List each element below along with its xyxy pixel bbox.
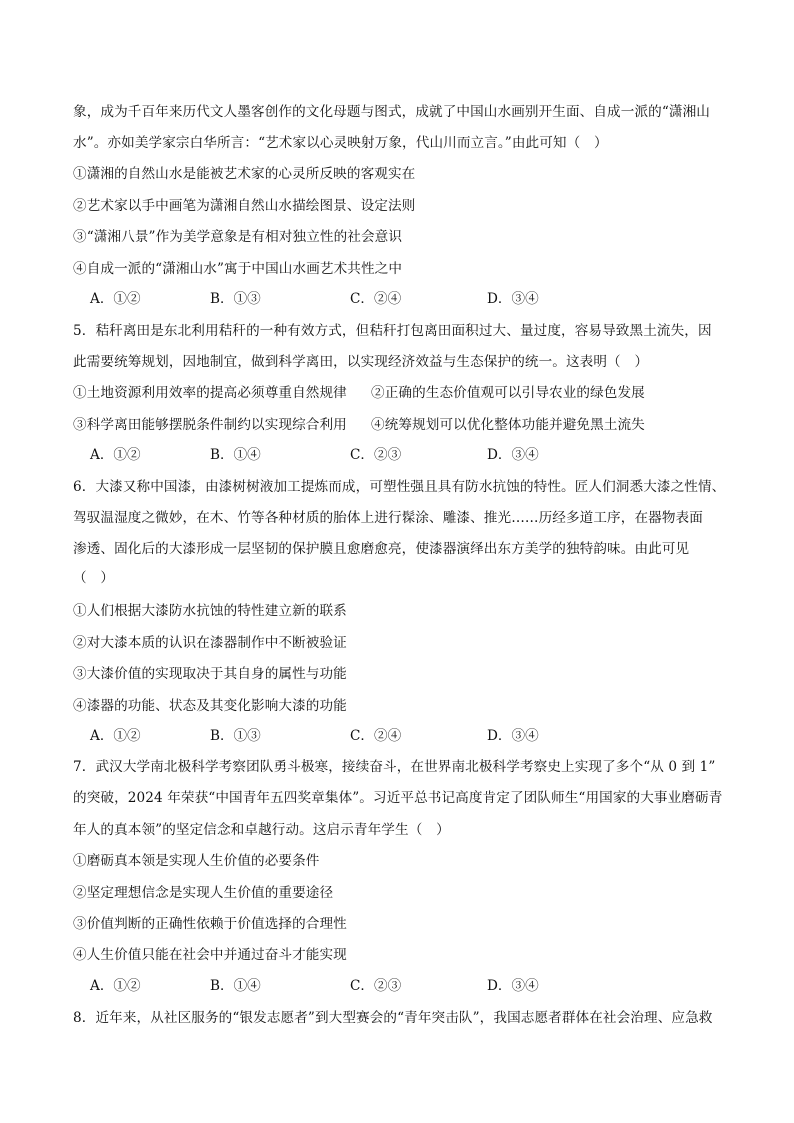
option-d[interactable]: D．③④: [487, 447, 539, 463]
q6-stem-line-2: 驾驭温湿度之微妙，在木、竹等各种材质的胎体上进行髹涂、雕漆、推光……历经多道工序，在器物表面: [73, 510, 703, 526]
option-c[interactable]: C．②③: [350, 447, 402, 463]
intro-statement-1: ①潇湘的自然山水是能被艺术家的心灵所反映的客观实在: [73, 166, 416, 182]
option-b[interactable]: B．①④: [210, 978, 261, 994]
q5-statement-3: ③科学离田能够摆脱条件制约以实现综合利用: [73, 417, 347, 433]
q6-statement-3: ③大漆价值的实现取决于其自身的属性与功能: [73, 666, 347, 682]
q6-statement-1: ①人们根据大漆防水抗蚀的特性建立新的联系: [73, 603, 347, 619]
q6-stem-line-3: 渗透、固化后的大漆形成一层坚韧的保护膜且愈磨愈亮，使漆器演绎出东方美学的独特韵味。由此可见: [73, 541, 690, 557]
q7-stem-line-1: 7．武汉大学南北极科学考察团队勇斗极寒，接续奋斗，在世界南北极科学考察史上实现了多个“从 0 到 1”: [73, 759, 716, 775]
option-a[interactable]: A．①②: [90, 728, 141, 744]
intro-line-2: 水”。亦如美学家宗白华所言：“艺术家以心灵映射万象，代山川而立言。”由此可知（ ）: [73, 135, 608, 151]
option-d[interactable]: D．③④: [487, 291, 539, 307]
q6-statement-4: ④漆器的功能、状态及其变化影响大漆的功能: [73, 698, 347, 714]
option-a[interactable]: A．①②: [90, 447, 141, 463]
option-b[interactable]: B．①④: [210, 447, 261, 463]
q6-stem-line-1: 6．大漆又称中国漆，由漆树树液加工提炼而成，可塑性强且具有防水抗蚀的特性。匠人们洞悉大漆之性情、: [73, 479, 726, 495]
q5-statement-1: ①土地资源利用效率的提高必须尊重自然规律: [73, 385, 347, 401]
intro-statement-2: ②艺术家以手中画笔为潇湘自然山水描绘图景、设定法则: [73, 198, 416, 214]
q7-statement-3: ③价值判断的正确性依赖于价值选择的合理性: [73, 916, 347, 932]
option-a[interactable]: A．①②: [90, 291, 141, 307]
option-c[interactable]: C．②③: [350, 978, 402, 994]
intro-statement-4: ④自成一派的“潇湘山水”寓于中国山水画艺术共性之中: [73, 261, 403, 277]
option-a[interactable]: A．①②: [90, 978, 141, 994]
intro-line-1: 象，成为千百年来历代文人墨客创作的文化母题与图式，成就了中国山水画别开生面、自成一派的“潇湘山: [73, 104, 710, 120]
q7-statement-4: ④人生价值只能在社会中并通过奋斗才能实现: [73, 947, 347, 963]
q7-stem-line-2: 的突破，2024 年荣获“中国青年五四奖章集体”。习近平总书记高度肯定了团队师生“用国家的大事业磨砺青: [73, 790, 723, 806]
option-b[interactable]: B．①③: [210, 728, 261, 744]
option-c[interactable]: C．②④: [350, 728, 402, 744]
q5-stem-line-2: 此需要统筹规划，因地制宜，做到科学离田，以实现经济效益与生态保护的统一。这表明（ ）: [73, 354, 649, 370]
q5-statement-2: ②正确的生态价值观可以引导农业的绿色发展: [371, 385, 645, 401]
q5-stem-line-1: 5．秸秆离田是东北利用秸秆的一种有效方式，但秸秆打包离田面积过大、量过度，容易导致黑土流失，因: [73, 323, 712, 339]
option-d[interactable]: D．③④: [487, 978, 539, 994]
option-b[interactable]: B．①③: [210, 291, 261, 307]
q6-stem-line-4: （ ）: [73, 570, 115, 586]
option-c[interactable]: C．②④: [350, 291, 402, 307]
q8-stem-line-1: 8．近年来，从社区服务的“银发志愿者”到大型赛会的“青年突击队”，我国志愿者群体在社会治理、应急救: [73, 1010, 713, 1026]
q7-stem-line-3: 年人的真本领”的坚定信念和卓越行动。这启示青年学生（ ）: [73, 822, 450, 838]
option-d[interactable]: D．③④: [487, 728, 539, 744]
q5-statement-4: ④统筹规划可以优化整体功能并避免黑土流失: [371, 417, 645, 433]
q7-statement-1: ①磨砺真本领是实现人生价值的必要条件: [73, 853, 320, 869]
intro-statement-3: ③“潇湘八景”作为美学意象是有相对独立性的社会意识: [73, 229, 403, 245]
q6-statement-2: ②对大漆本质的认识在漆器制作中不断被验证: [73, 635, 347, 651]
q7-statement-2: ②坚定理想信念是实现人生价值的重要途径: [73, 885, 334, 901]
